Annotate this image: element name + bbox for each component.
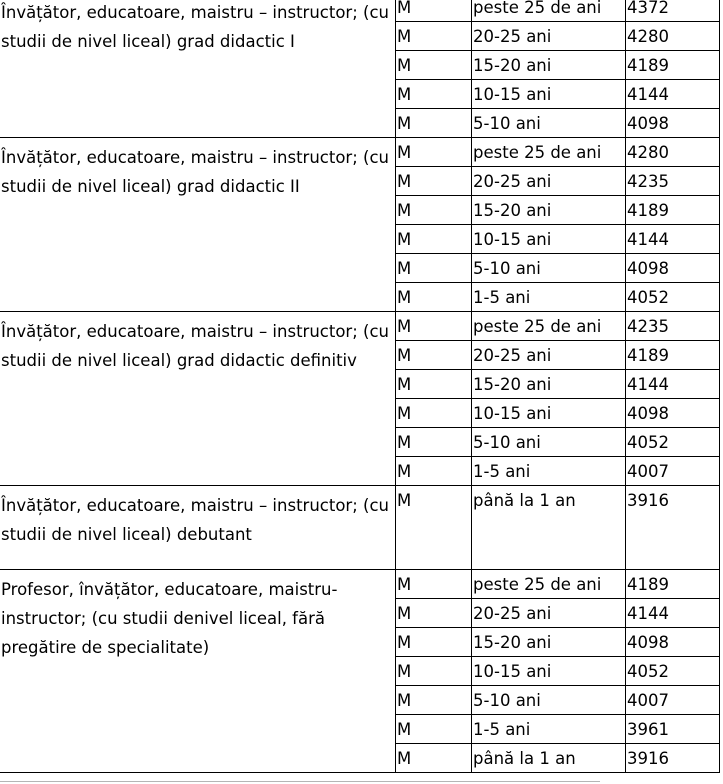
studies-level-cell: M xyxy=(396,225,472,254)
seniority-cell: 10-15 ani xyxy=(472,225,626,254)
function-title-cell: Învățător, educatoare, maistru – instructor; (cu studii de nivel liceal) grad didactic II xyxy=(0,138,396,312)
studies-level-cell: M xyxy=(396,109,472,138)
studies-level-cell: M xyxy=(396,254,472,283)
salary-cell: 4144 xyxy=(626,599,720,628)
salary-cell: 4144 xyxy=(626,370,720,399)
studies-level-cell: M xyxy=(396,686,472,715)
table-row xyxy=(0,312,720,341)
studies-level-cell: M xyxy=(396,312,472,341)
salary-cell: 4007 xyxy=(626,686,720,715)
salary-cell: 4052 xyxy=(626,657,720,686)
seniority-cell: peste 25 de ani xyxy=(472,138,626,167)
salary-cell: 3916 xyxy=(626,486,720,570)
seniority-cell: 20-25 ani xyxy=(472,22,626,51)
seniority-cell: până la 1 an xyxy=(472,486,626,570)
studies-level-cell: M xyxy=(396,599,472,628)
salary-cell: 4052 xyxy=(626,283,720,312)
salary-cell: 4372 xyxy=(626,0,720,22)
studies-level-cell: M xyxy=(396,570,472,599)
studies-level-cell: M xyxy=(396,196,472,225)
studies-level-cell: M xyxy=(396,341,472,370)
studies-level-cell: M xyxy=(396,80,472,109)
studies-level-cell: M xyxy=(396,715,472,744)
salary-cell: 4007 xyxy=(626,457,720,486)
studies-level-cell: M xyxy=(396,51,472,80)
seniority-cell: 5-10 ani xyxy=(472,428,626,457)
salary-cell: 4144 xyxy=(626,80,720,109)
seniority-cell: 20-25 ani xyxy=(472,599,626,628)
studies-level-cell: M xyxy=(396,138,472,167)
function-title-cell: Profesor, învățător, educatoare, maistru-instructor; (cu studii denivel liceal, fără pregătire de specialitate) xyxy=(0,570,396,773)
seniority-cell: 5-10 ani xyxy=(472,254,626,283)
salary-cell: 4280 xyxy=(626,22,720,51)
salary-cell: 4189 xyxy=(626,570,720,599)
function-title-cell: Învățător, educatoare, maistru – instructor; (cu studii de nivel liceal) grad didactic definitiv xyxy=(0,312,396,486)
table-row xyxy=(0,138,720,167)
table-row xyxy=(0,570,720,599)
salary-cell: 3961 xyxy=(626,715,720,744)
salary-cell: 4189 xyxy=(626,51,720,80)
function-title-cell: Învățător, educatoare, maistru – instructor; (cu studii de nivel liceal) grad didactic I xyxy=(0,0,396,138)
salary-cell: 4235 xyxy=(626,312,720,341)
seniority-cell: 10-15 ani xyxy=(472,399,626,428)
studies-level-cell: M xyxy=(396,283,472,312)
function-title-cell: Învățător, educatoare, maistru – instructor; (cu studii de nivel liceal) debutant xyxy=(0,486,396,570)
studies-level-cell: M xyxy=(396,22,472,51)
salary-cell: 4098 xyxy=(626,628,720,657)
salary-cell: 4098 xyxy=(626,254,720,283)
seniority-cell: 15-20 ani xyxy=(472,628,626,657)
seniority-cell: 1-5 ani xyxy=(472,457,626,486)
seniority-cell: 20-25 ani xyxy=(472,167,626,196)
studies-level-cell: M xyxy=(396,657,472,686)
seniority-cell: 15-20 ani xyxy=(472,370,626,399)
salary-cell: 4280 xyxy=(626,138,720,167)
salary-cell: 4189 xyxy=(626,341,720,370)
seniority-cell: 15-20 ani xyxy=(472,51,626,80)
studies-level-cell: M xyxy=(396,744,472,773)
page-bottom-rule xyxy=(0,781,600,782)
seniority-cell: 5-10 ani xyxy=(472,109,626,138)
studies-level-cell: M xyxy=(396,399,472,428)
salary-cell: 4235 xyxy=(626,167,720,196)
salary-cell: 4189 xyxy=(626,196,720,225)
seniority-cell: 20-25 ani xyxy=(472,341,626,370)
seniority-cell: peste 25 de ani xyxy=(472,0,626,22)
table-row xyxy=(0,486,720,570)
seniority-cell: 1-5 ani xyxy=(472,283,626,312)
salary-cell: 4144 xyxy=(626,225,720,254)
studies-level-cell: M xyxy=(396,457,472,486)
studies-level-cell: M xyxy=(396,428,472,457)
seniority-cell: 10-15 ani xyxy=(472,657,626,686)
salary-cell: 3916 xyxy=(626,744,720,773)
studies-level-cell: M xyxy=(396,167,472,196)
seniority-cell: 5-10 ani xyxy=(472,686,626,715)
seniority-cell: peste 25 de ani xyxy=(472,312,626,341)
seniority-cell: peste 25 de ani xyxy=(472,570,626,599)
studies-level-cell: M xyxy=(396,628,472,657)
table-row xyxy=(0,0,720,22)
salary-cell: 4098 xyxy=(626,399,720,428)
seniority-cell: 15-20 ani xyxy=(472,196,626,225)
studies-level-cell: M xyxy=(396,370,472,399)
salary-cell: 4098 xyxy=(626,109,720,138)
studies-level-cell: M xyxy=(396,0,472,22)
seniority-cell: 10-15 ani xyxy=(472,80,626,109)
seniority-cell: până la 1 an xyxy=(472,744,626,773)
studies-level-cell: M xyxy=(396,486,472,570)
salary-cell: 4052 xyxy=(626,428,720,457)
seniority-cell: 1-5 ani xyxy=(472,715,626,744)
